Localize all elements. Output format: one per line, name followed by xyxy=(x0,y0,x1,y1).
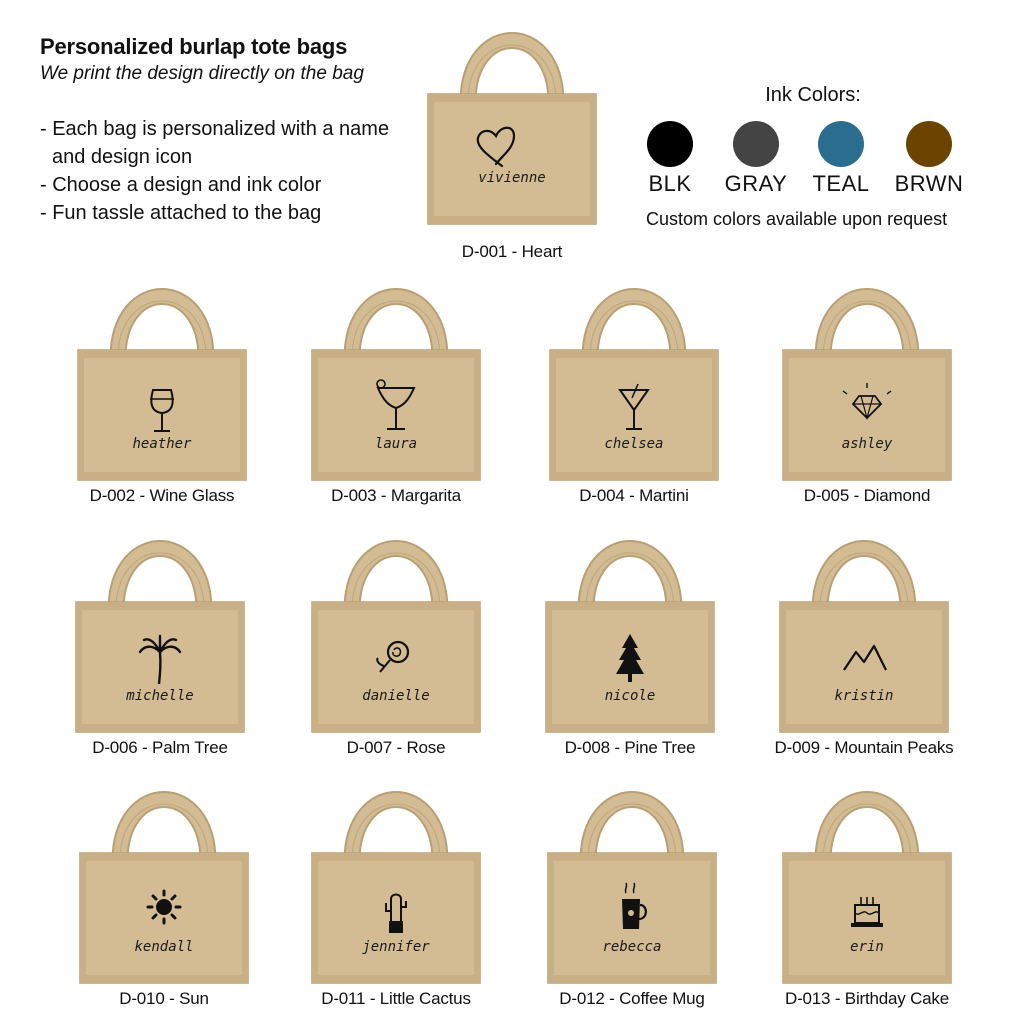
ink-swatch-row xyxy=(638,121,978,211)
design-caption: D-012 - Coffee Mug xyxy=(559,989,705,1008)
ink-swatch-black[interactable] xyxy=(630,121,710,197)
design-caption: D-007 - Rose xyxy=(346,738,446,757)
tote-bag-drawing xyxy=(276,773,516,993)
personalized-name: jennifer xyxy=(362,939,430,955)
design-caption: D-011 - Little Cactus xyxy=(321,989,471,1008)
tote-bag-drawing xyxy=(512,773,752,993)
tote-bag-card[interactable] xyxy=(276,773,516,1023)
tote-bag-drawing xyxy=(747,773,987,993)
ink-colors-title: Ink Colors: xyxy=(765,84,861,106)
custom-colors-note: Custom colors available upon request xyxy=(646,209,948,229)
personalized-name: kristin xyxy=(834,688,894,704)
design-caption: D-008 - Pine Tree xyxy=(564,738,696,757)
feature-item: and design icon xyxy=(52,146,193,168)
tote-bag-drawing xyxy=(514,270,754,490)
design-caption: D-001 - Heart xyxy=(461,242,563,261)
tote-bag-card[interactable] xyxy=(510,522,750,772)
personalized-name: chelsea xyxy=(604,436,664,452)
tote-bag-card[interactable] xyxy=(276,270,516,520)
tote-bag-card[interactable] xyxy=(744,522,984,772)
ink-swatch-gray[interactable] xyxy=(716,121,796,197)
tote-bag-card[interactable] xyxy=(42,270,282,520)
intro-block xyxy=(40,34,420,227)
tote-bag-drawing xyxy=(744,522,984,742)
tote-bag-card[interactable] xyxy=(44,773,284,1023)
personalized-name: michelle xyxy=(126,688,194,704)
page-title: Personalized burlap tote bags xyxy=(40,34,348,59)
color-dot xyxy=(647,121,693,167)
design-caption: D-006 - Palm Tree xyxy=(92,738,228,757)
design-caption: D-005 - Diamond xyxy=(803,486,931,505)
personalized-name: nicole xyxy=(604,688,656,704)
sun-icon xyxy=(148,891,180,923)
ink-colors-panel xyxy=(638,84,978,229)
design-caption: D-004 - Martini xyxy=(579,486,689,505)
personalized-name: ashley xyxy=(841,436,893,452)
tote-bag-card[interactable] xyxy=(514,270,754,520)
tote-bag-drawing xyxy=(276,270,516,490)
color-dot xyxy=(733,121,779,167)
tote-bag-drawing xyxy=(42,270,282,490)
personalized-name: erin xyxy=(850,939,884,955)
personalized-name: laura xyxy=(374,436,418,452)
design-caption: D-010 - Sun xyxy=(119,989,209,1008)
design-caption: D-002 - Wine Glass xyxy=(89,486,235,505)
tote-bag-card[interactable] xyxy=(40,522,280,772)
color-code: GRAY xyxy=(724,171,788,196)
feature-item: - Fun tassle attached to the bag xyxy=(40,202,322,224)
design-caption: D-013 - Birthday Cake xyxy=(785,989,949,1008)
design-caption: D-009 - Mountain Peaks xyxy=(774,738,954,757)
personalized-name: danielle xyxy=(362,688,430,704)
tote-bag-card[interactable] xyxy=(392,14,632,264)
color-code: BLK xyxy=(648,171,692,196)
color-dot xyxy=(906,121,952,167)
ink-swatch-teal[interactable] xyxy=(801,121,881,197)
ink-swatch-brown[interactable] xyxy=(889,121,969,197)
feature-item: - Each bag is personalized with a name xyxy=(40,118,390,140)
color-dot xyxy=(818,121,864,167)
tote-bag-card[interactable] xyxy=(512,773,752,1023)
feature-item: - Choose a design and ink color xyxy=(40,174,322,196)
personalized-name: kendall xyxy=(134,939,194,955)
tote-bag-drawing xyxy=(276,522,516,742)
personalized-name: heather xyxy=(132,436,192,452)
tote-bag-card[interactable] xyxy=(747,270,987,520)
tote-bag-drawing xyxy=(510,522,750,742)
design-caption: D-003 - Margarita xyxy=(331,486,461,505)
tote-bag-drawing xyxy=(392,14,632,234)
tote-bag-drawing xyxy=(747,270,987,490)
personalized-name: rebecca xyxy=(602,939,662,955)
tote-bag-card[interactable] xyxy=(747,773,987,1023)
tote-bag-card[interactable] xyxy=(276,522,516,772)
tote-bag-drawing xyxy=(44,773,284,993)
color-code: TEAL xyxy=(812,171,870,196)
color-code: BRWN xyxy=(894,171,964,196)
page-subtitle: We print the design directly on the bag xyxy=(40,63,364,84)
personalized-name: vivienne xyxy=(478,170,546,186)
feature-list xyxy=(40,115,420,227)
tote-bag-drawing xyxy=(40,522,280,742)
